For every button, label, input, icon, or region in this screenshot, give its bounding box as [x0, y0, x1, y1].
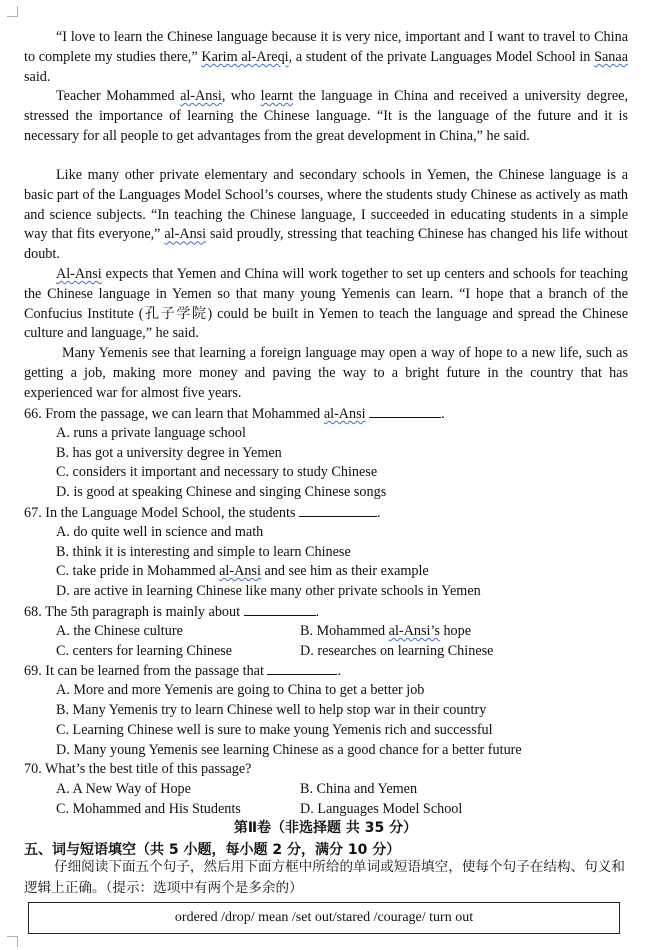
punctuation: .: [377, 505, 381, 521]
question-stem: 69. It can be learned from the passage that: [24, 663, 268, 679]
text: hope: [439, 623, 472, 639]
question-stem: 68. The 5th paragraph is mainly about: [24, 604, 244, 620]
answer-blank: [244, 602, 316, 616]
option-67-c: [56, 562, 429, 582]
option-67-b: B. think it is interesting and simple to learn Chinese: [56, 544, 351, 560]
option-67-a: A. do quite well in science and math: [56, 524, 264, 540]
text: said proudly, stressing that teaching Chinese has changed his life without doubt.: [24, 226, 628, 263]
section-5-instructions: 仔细阅读下面五个句子，然后用下面方框中所给的单词或短语填空，使每个句子在结构、句义和逻辑上正确。（提示：选项中有两个是多余的）: [24, 859, 625, 896]
page-corner-mark: [7, 936, 18, 947]
question-67: [24, 503, 381, 524]
flagged-word: learnt: [260, 88, 293, 104]
option-69-c: C. Learning Chinese well is sure to make young Yemenis rich and successful: [56, 722, 493, 738]
text: Teacher Mohammed: [56, 88, 181, 104]
punctuation: .: [441, 406, 445, 422]
question-stem: 66. From the passage, we can learn that Mohammed: [24, 406, 324, 422]
option-66-a: A. runs a private language school: [56, 425, 246, 441]
text: C. take pride in Mohammed: [56, 563, 220, 579]
option-66-c: C. considers it important and necessary to study Chinese: [56, 464, 378, 480]
passage-paragraph-2: [24, 87, 628, 146]
passage-paragraph-3: [24, 166, 628, 265]
proper-name: Al-Ansi: [56, 266, 102, 282]
text: “I love to learn the Chinese language because it is very nice, important and I want to travel to China to complete my studies there,”: [24, 29, 628, 65]
passage-paragraph-4: [24, 265, 628, 344]
page-corner-mark: [7, 6, 18, 17]
option-67-d: D. are active in learning Chinese like many other private schools in Yemen: [56, 583, 481, 599]
proper-name: al-Ansi’s: [388, 623, 440, 639]
word-bank-box: ordered /drop/ mean /set out/stared /courage/ turn out: [28, 902, 620, 934]
proper-name: Sanaa: [594, 48, 628, 65]
question-66: [24, 404, 445, 425]
text: Like many other private elementary and secondary schools in Yemen, the Chinese language is a basic part of the Languages Model School’s courses, where the students study Chinese as actively as math and science subjects. “In teaching the Chinese language, I succeeded in educating students in a simple way that fits everyone,”: [24, 167, 628, 243]
proper-name: al-Ansi: [164, 226, 207, 243]
text: said.: [24, 68, 51, 85]
text: , a student of the private Languages Model School in: [288, 48, 595, 65]
option-66-b: B. has got a university degree in Yemen: [56, 445, 282, 461]
text: expects that Yemen and China will work together to set up centers and schools for teaching the Chinese language in Yemen so that many young Yemenis can learn. “I hope that a branch of the Confucius Institute (: [24, 266, 628, 322]
answer-blank: [369, 404, 441, 418]
text: the language in China and received a university degree, stressed the importance of learning the Chinese language. “It is the language of the future and it is necessary for all people to get advantages from the great development in China,” he said.: [24, 88, 628, 144]
option-70-d: D. Languages Model School: [300, 801, 463, 817]
proper-name: al-Ansi: [323, 406, 366, 422]
option-66-d: D. is good at speaking Chinese and singing Chinese songs: [56, 484, 387, 500]
option-69-b: B. Many Yemenis try to learn Chinese well to help stop war in their country: [56, 702, 487, 718]
answer-blank: [267, 661, 337, 675]
punctuation: .: [337, 663, 341, 679]
text: , who: [221, 88, 261, 104]
question-69: [24, 661, 341, 682]
option-68-a: A. the Chinese culture: [56, 623, 183, 639]
punctuation: .: [315, 604, 320, 620]
proper-name: Karim al-Areqi: [201, 48, 289, 65]
proper-name: al-Ansi: [180, 88, 222, 104]
option-68-d: D. researches on learning Chinese: [300, 643, 494, 659]
text: Many Yemenis see that learning a foreign language may open a way of hope to a new life, such as getting a job, making more money and paving the way to a bright future in the country that has experienced war for almost five years.: [24, 345, 628, 401]
passage-paragraph-1: [24, 28, 628, 87]
passage-paragraph-5: [24, 344, 628, 403]
part-2-title: 第Ⅱ卷（非选择题 共 35 分）: [233, 820, 418, 836]
chinese-name: 孔子学院: [143, 305, 208, 322]
option-70-b: B. China and Yemen: [300, 781, 418, 797]
option-70-a: A. A New Way of Hope: [56, 781, 191, 797]
option-68-b: [300, 622, 471, 642]
option-68-c: C. centers for learning Chinese: [56, 643, 233, 659]
answer-blank: [299, 503, 377, 517]
question-70: 70. What’s the best title of this passage?: [24, 761, 252, 777]
text: B. Mohammed: [300, 623, 389, 639]
proper-name: al-Ansi: [219, 563, 261, 579]
option-69-a: A. More and more Yemenis are going to China to get a better job: [56, 682, 425, 698]
question-stem: 67. In the Language Model School, the students: [24, 505, 300, 521]
text: ) could be built in Yemen to teach the language and spread the Chinese culture and language,” he said.: [24, 305, 628, 342]
option-70-c: C. Mohammed and His Students: [56, 801, 241, 817]
section-5-heading: 五、词与短语填空（共 5 小题，每小题 2 分，满分 10 分）: [24, 842, 401, 858]
option-69-d: D. Many young Yemenis see learning Chinese as a good chance for a better future: [56, 742, 522, 758]
text: and see him as their example: [260, 563, 429, 579]
question-68: [24, 602, 319, 623]
